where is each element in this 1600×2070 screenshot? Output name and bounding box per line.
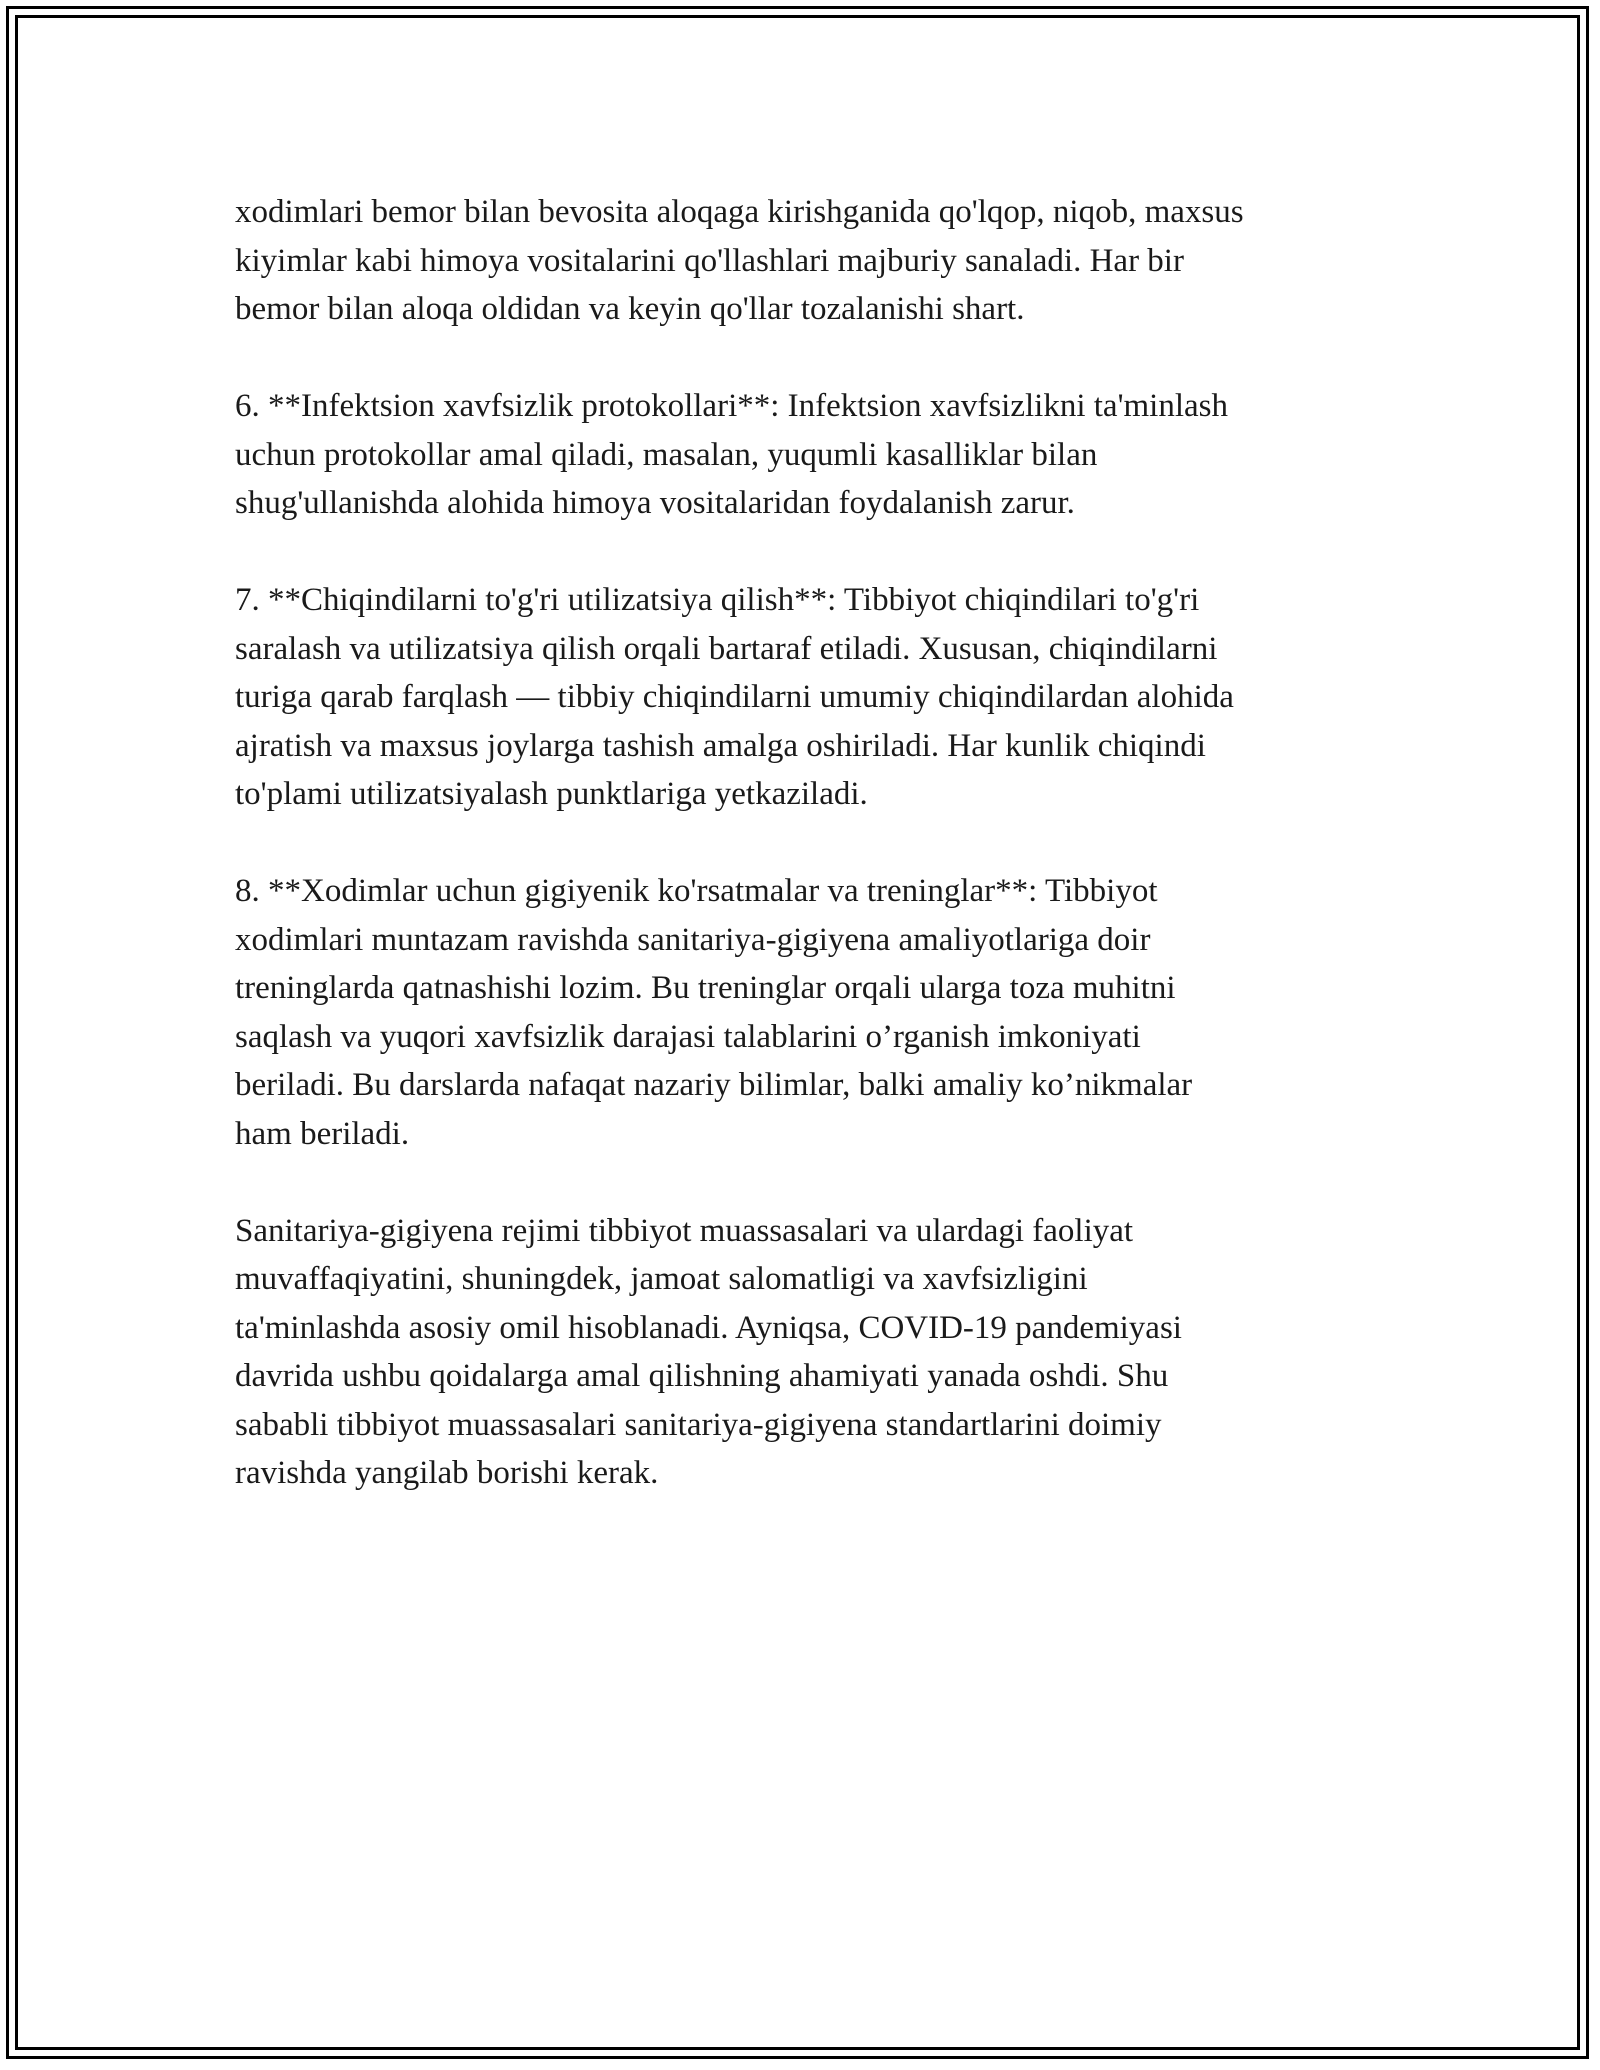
text-line: sababli tibbiyot muassasalari sanitariya-gigiyena standartlarini doimiy: [235, 1406, 1162, 1443]
text-line: turiga qarab farqlash — tibbiy chiqindilarni umumiy chiqindilardan alohida: [235, 679, 1234, 715]
text-line: treninglarda qatnashishi lozim. Bu treninglar orqali ularga toza muhitni: [235, 970, 1176, 1006]
text-line: Sanitariya-gigiyena rejimi tibbiyot muassasalari va ulardagi faoliyat: [235, 1212, 1134, 1249]
text-line: ta'minlashda asosiy omil hisoblanadi. Ayniqsa, COVID-19 pandemiyasi: [235, 1309, 1182, 1346]
text-line: to'plami utilizatsiyalash punktlariga yetkaziladi.: [235, 776, 868, 812]
text-line: 7. **Chiqindilarni to'g'ri utilizatsiya qilish**: Tibbiyot chiqindilari to'g'ri: [235, 582, 1200, 618]
text-line: saqlash va yuqori xavfsizlik darajasi talablarini o’rganish imkoniyati: [235, 1018, 1141, 1055]
text-line: davrida ushbu qoidalarga amal qilishning ahamiyati yanada oshdi. Shu: [235, 1358, 1169, 1394]
paragraph-conclusion: [235, 1207, 1375, 1498]
text-line: ham beriladi.: [235, 1115, 410, 1152]
text-line: saralash va utilizatsiya qilish orqali bartaraf etiladi. Xususan, chiqindilarni: [235, 630, 1218, 667]
text-line: muvaffaqiyatini, shuningdek, jamoat salomatligi va xavfsizligini: [235, 1261, 1088, 1297]
text-line: bemor bilan aloqa oldidan va keyin qo'llar tozalanishi shart.: [235, 291, 1025, 327]
text-line: ajratish va maxsus joylarga tashish amalga oshiriladi. Har kunlik chiqindi: [235, 727, 1206, 764]
text-line: xodimlari bemor bilan bevosita aloqaga kirishganida qo'lqop, niqob, maxsus: [235, 194, 1244, 230]
text-line: 8. **Xodimlar uchun gigiyenik ko'rsatmalar va treninglar**: Tibbiyot: [235, 873, 1158, 909]
paragraph-item-7: [235, 576, 1375, 819]
document-body: [235, 188, 1375, 1546]
paragraph-item-6: [235, 382, 1375, 528]
paragraph-item-8: [235, 867, 1375, 1158]
text-line: xodimlari muntazam ravishda sanitariya-gigiyena amaliyotlariga doir: [235, 921, 1151, 958]
text-line: kiyimlar kabi himoya vositalarini qo'llashlari majburiy sanaladi. Har bir: [235, 242, 1184, 279]
text-line: 6. **Infektsion xavfsizlik protokollari**: Infektsion xavfsizlikni ta'minlash: [235, 388, 1229, 424]
text-line: shug'ullanishda alohida himoya vositalaridan foydalanish zarur.: [235, 485, 1075, 521]
text-line: uchun protokollar amal qiladi, masalan, yuqumli kasalliklar bilan: [235, 436, 1098, 473]
text-line: ravishda yangilab borishi kerak.: [235, 1455, 659, 1491]
paragraph-continuation: [235, 188, 1375, 334]
text-line: beriladi. Bu darslarda nafaqat nazariy bilimlar, balki amaliy ko’nikmalar: [235, 1067, 1193, 1103]
